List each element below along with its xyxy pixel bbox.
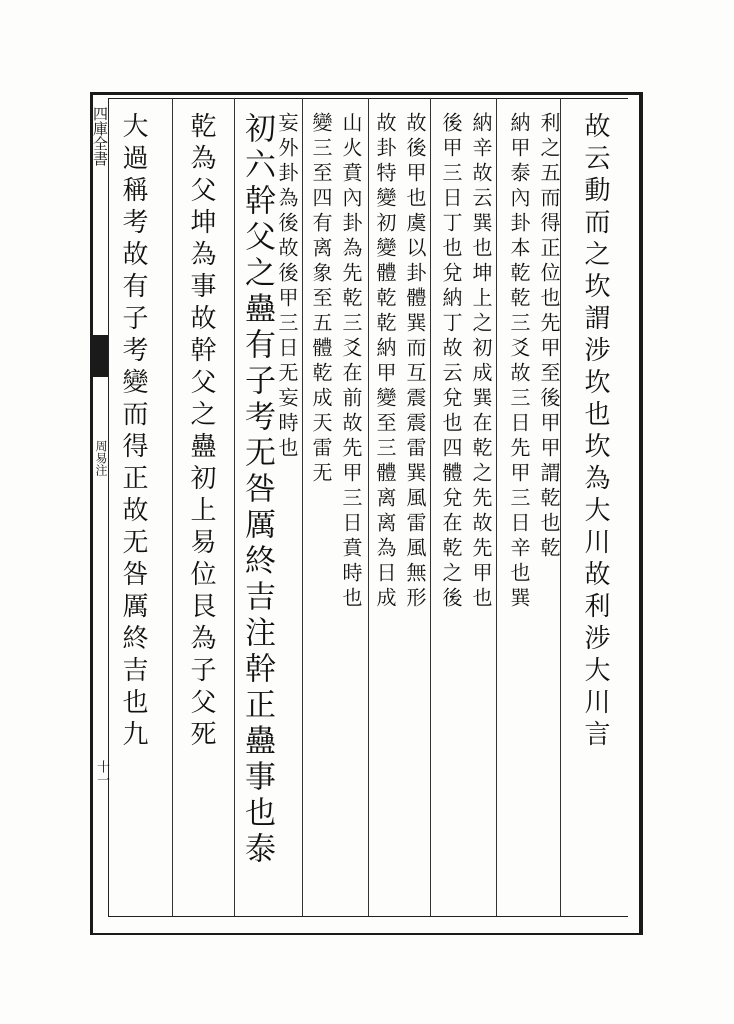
- column-rule: [368, 98, 369, 916]
- column-rule: [302, 98, 303, 916]
- column-rule: [430, 98, 431, 916]
- text-column: 大過稱考故有子考變而得正故无咎厲終吉也九: [118, 112, 148, 752]
- column-rule: [234, 98, 235, 916]
- text-column: 妄外卦為後故後甲三日无妄時也: [275, 112, 299, 462]
- text-column: 納甲泰內卦本乾乾三爻故三日先甲三日辛也巽: [507, 112, 531, 612]
- text-column: 後甲三日丁也兌納丁故云兌也四體兌在乾之後: [439, 112, 463, 612]
- margin-page-number: 十一: [94, 760, 109, 786]
- margin-chapter-title: 周易注: [94, 440, 108, 476]
- column-rule: [172, 98, 173, 916]
- text-column: 利之五而得正位也先甲至後甲甲謂乾也乾: [537, 112, 561, 562]
- margin-book-title: 四庫全書: [91, 106, 109, 166]
- text-column: 變三至四有离象至五體乾成天雷无: [309, 112, 333, 487]
- text-column: 故後甲也虞以卦體巽而互震震雷巽風雷風無形: [403, 112, 427, 612]
- text-column: 故云動而之坎謂涉坎也坎為大川故利涉大川言: [580, 112, 610, 752]
- text-column: 山火賁內卦為先乾三爻在前故先甲三日賁時也: [339, 112, 363, 612]
- text-column: 乾為父坤為事故幹父之蠱初上易位艮為子父死: [186, 112, 216, 752]
- text-column: 初六幹父之蠱有子考无咎厲終吉注幹正蠱事也泰: [239, 112, 275, 868]
- bottom-rule: [108, 916, 628, 917]
- center-margin: [92, 98, 109, 916]
- fishtail-ornament: [92, 335, 108, 377]
- column-rule: [496, 98, 497, 916]
- text-column: 納辛故云巽也坤上之初成巽在乾之先故先甲也: [469, 112, 493, 612]
- text-column: 故卦特變初變體乾乾納甲變至三體离离為日成: [373, 112, 397, 612]
